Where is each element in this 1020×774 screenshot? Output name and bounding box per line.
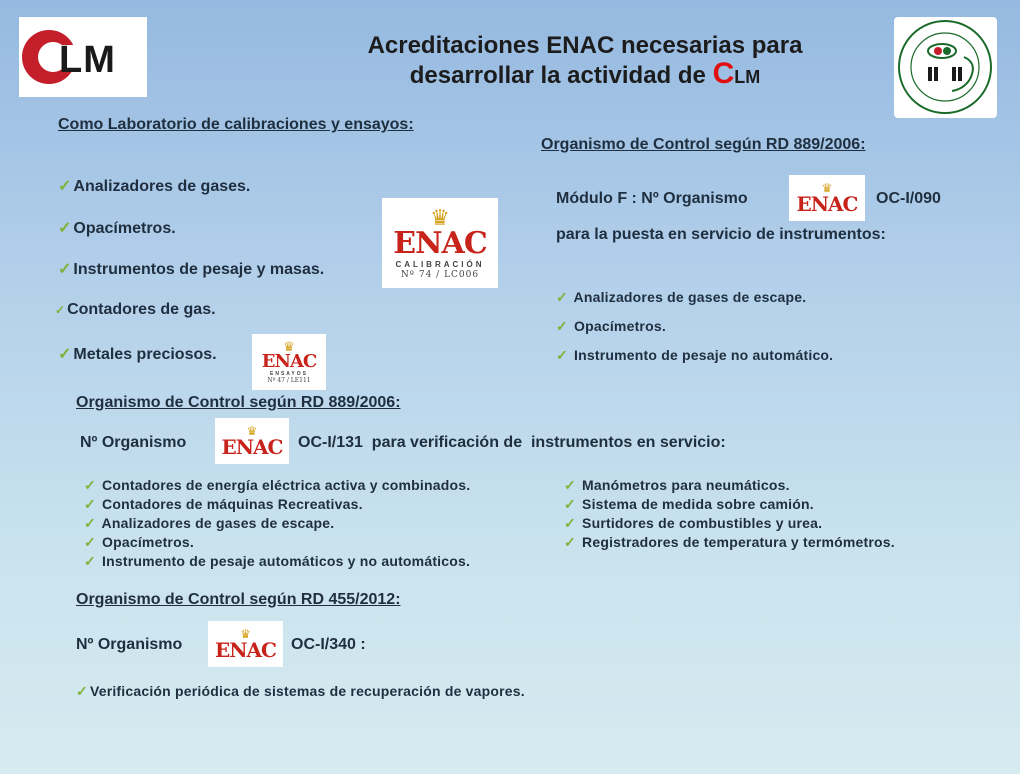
oc-code: OC-I/090 <box>876 190 941 207</box>
lab-item-text: Opacímetros. <box>73 220 176 237</box>
enac-number: Nº 47 / LE111 <box>267 377 311 384</box>
check-icon: ✓ <box>556 347 568 363</box>
oc-rd889-a-heading: Organismo de Control según RD 889/2006: <box>541 136 866 153</box>
lab-item <box>55 301 216 319</box>
item-text: Instrumento de pesaje no automático. <box>574 347 834 363</box>
oc-rd889-b-right-item <box>564 515 822 532</box>
oc-rd889-b-right-item <box>564 496 814 513</box>
federation-seal-graphic <box>894 17 997 118</box>
clm-logo-text: LM <box>59 39 116 81</box>
check-icon: ✓ <box>58 261 72 278</box>
item-text: Contadores de máquinas Recreativas. <box>102 496 363 512</box>
enac-logo-small <box>789 175 865 221</box>
enac-category: ENSAYOS <box>270 371 308 377</box>
oc-rd455-suffix: OC-I/340 : <box>291 636 366 653</box>
enac-word: ENAC <box>393 225 487 261</box>
lab-item <box>58 218 176 238</box>
enac-category: CALIBRACIÓN <box>395 259 485 269</box>
check-icon: ✓ <box>55 303 66 317</box>
enac-logo-small <box>215 418 289 464</box>
oc-rd889-b-left-item <box>84 534 194 551</box>
oc-rd889-a-line2: para la puesta en servicio de instrumentos: <box>556 226 886 243</box>
item-text: Surtidores de combustibles y urea. <box>582 515 823 531</box>
item-text: Analizadores de gases de escape. <box>101 515 335 531</box>
check-icon: ✓ <box>556 289 568 305</box>
lab-item <box>58 176 250 196</box>
oc-rd889-b-left-item <box>84 496 363 513</box>
lab-item-text: Contadores de gas. <box>67 301 216 318</box>
oc-rd889-b-prefix: Nº Organismo <box>80 434 187 451</box>
enac-ensayos-logo <box>252 334 326 390</box>
check-icon: ✓ <box>564 515 576 531</box>
oc-rd889-b-right-item <box>564 477 790 494</box>
title-lm-letters: LM <box>734 67 761 87</box>
oc-rd889-b-left-item <box>84 515 334 532</box>
check-icon: ✓ <box>84 496 96 512</box>
check-icon: ✓ <box>84 515 96 531</box>
lab-item <box>58 259 324 279</box>
lab-item-text: Metales preciosos. <box>73 346 217 363</box>
oc-rd889-b-right-item <box>564 534 895 551</box>
crown-icon: ♛ <box>821 181 833 195</box>
enac-logo-small <box>208 621 283 667</box>
oc-rd889-b-left-item <box>84 477 470 494</box>
oc-rd889-b-heading: Organismo de Control según RD 889/2006: <box>76 394 401 411</box>
lab-item-text: Analizadores de gases. <box>73 178 251 195</box>
check-icon: ✓ <box>76 683 88 699</box>
check-icon: ✓ <box>84 534 96 550</box>
title-c-letter: C <box>712 57 735 90</box>
check-icon: ✓ <box>564 496 576 512</box>
check-icon: ✓ <box>58 220 72 237</box>
check-icon: ✓ <box>564 477 576 493</box>
enac-number: Nº 74 / LC006 <box>400 269 480 280</box>
item-text: Verificación periódica de sistemas de recuperación de vapores. <box>89 683 525 699</box>
federation-seal-logo <box>894 17 997 118</box>
check-icon: ✓ <box>564 534 576 550</box>
check-icon: ✓ <box>556 318 568 334</box>
crown-icon: ♛ <box>430 204 450 230</box>
oc-rd889-a-item <box>556 289 806 306</box>
oc-rd455-heading: Organismo de Control según RD 455/2012: <box>76 591 401 608</box>
oc-rd889-a-item <box>556 347 833 364</box>
enac-word: ENAC <box>261 351 317 372</box>
page-title <box>250 32 920 91</box>
check-icon: ✓ <box>58 178 72 195</box>
enac-calibracion-logo <box>382 198 498 288</box>
check-icon: ✓ <box>58 346 72 363</box>
oc-rd889-a-item <box>556 318 666 335</box>
clm-logo <box>19 17 147 97</box>
enac-word: ENAC <box>796 192 858 216</box>
crown-icon: ♛ <box>246 424 258 438</box>
enac-word: ENAC <box>221 435 283 459</box>
lab-heading: Como Laboratorio de calibraciones y ensayos: <box>58 116 414 133</box>
oc-rd889-b-left-item <box>84 553 470 570</box>
item-text: Registradores de temperatura y termómetros. <box>582 534 895 550</box>
title-line-2 <box>250 57 920 91</box>
item-text: Instrumento de pesaje automáticos y no automáticos. <box>102 553 471 569</box>
check-icon: ✓ <box>84 553 96 569</box>
item-text: Manómetros para neumáticos. <box>582 477 790 493</box>
modulo-f-prefix: Módulo F : Nº Organismo <box>556 190 748 207</box>
title-line-1: Acreditaciones ENAC necesarias para <box>367 32 803 59</box>
oc-rd455-item <box>76 683 525 700</box>
enac-word: ENAC <box>215 638 276 662</box>
item-text: Contadores de energía eléctrica activa y combinados. <box>102 477 471 493</box>
item-text: Opacímetros. <box>102 534 194 550</box>
check-icon: ✓ <box>84 477 96 493</box>
crown-icon: ♛ <box>240 627 251 641</box>
lab-item <box>58 344 217 364</box>
title-line-2-text: desarrollar la actividad de <box>409 62 713 89</box>
oc-rd889-b-suffix: OC-I/131 para verificación de instrumentos en servicio: <box>298 434 726 451</box>
item-text: Sistema de medida sobre camión. <box>582 496 814 512</box>
oc-rd455-prefix: Nº Organismo <box>76 636 183 653</box>
lab-item-text: Instrumentos de pesaje y masas. <box>73 261 325 278</box>
item-text: Analizadores de gases de escape. <box>573 289 807 305</box>
item-text: Opacímetros. <box>574 318 666 334</box>
crown-icon: ♛ <box>283 339 295 354</box>
